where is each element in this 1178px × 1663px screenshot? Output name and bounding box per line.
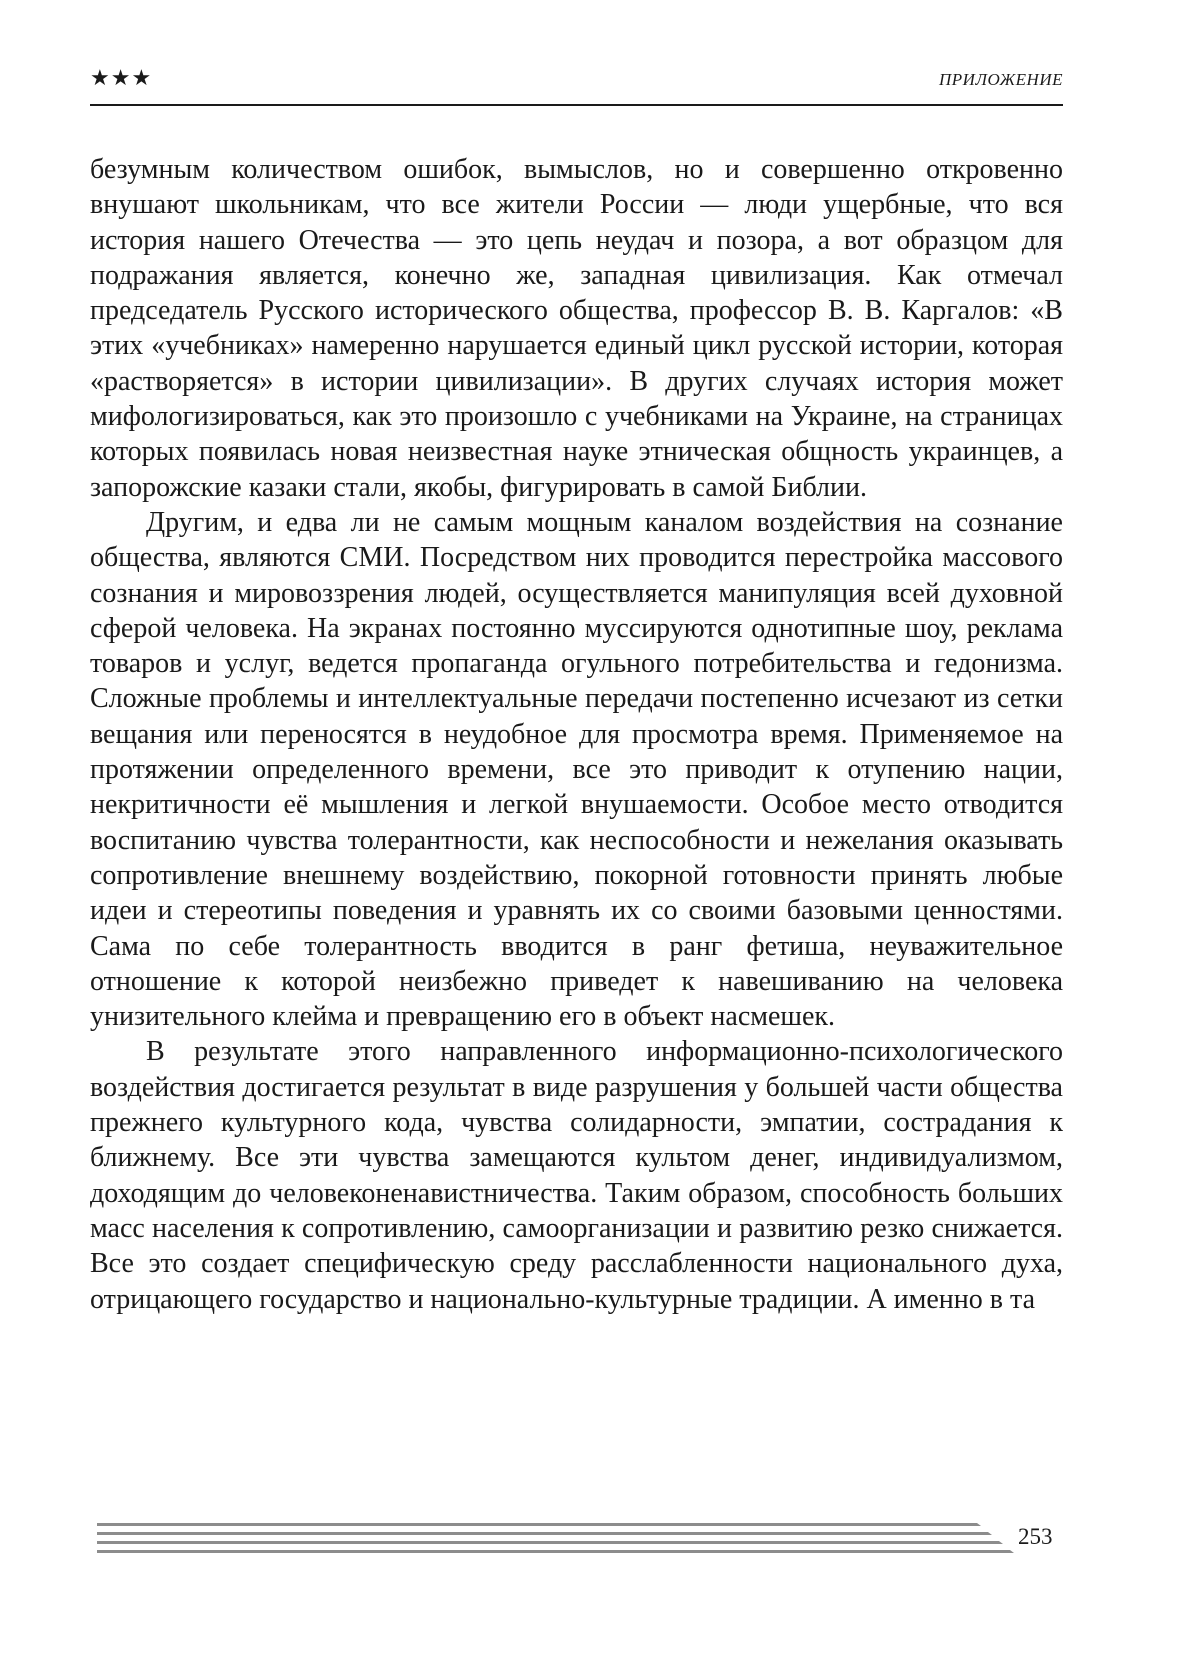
paragraph-2: Другим, и едва ли не самым мощным каналом воздействия на сознание общества, являются СМИ. Посредством них проводится перестройка массового сознания и мировоззрения людей, осуществляется манипуляция всей духовной сферой человека. На экранах постоянно муссируются однотипные шоу, реклама товаров и услуг, ведется пропаганда огульного потребительства и гедонизма. Сложные проблемы и интеллектуальные передачи постепенно исчезают из сетки вещания или переносятся в неудобное для просмотра время. Применяемое на протяжении определенного времени, все это приводит к отупению нации, некритичности её мышления и легкой внушаемости. Особое место отводится воспитанию чувства толерантности, как неспособности и нежелания оказывать сопротивление внешнему воздействию, покорной готовности принять любые идеи и стереотипы поведения и уравнять их со своими базовыми ценностями. Сама по себе толерантность вводится в ранг фетиша, неуважительное отношение к которой неизбежно приведет к навешиванию на человека унизительного клейма и превращению его в объект насмешек. [90, 506, 1063, 1033]
paragraph-1: безумным количеством ошибок, вымыслов, но и совершенно откровенно внушают школьникам, что все жители России — люди ущербные, что вся история нашего Отечества — это цепь неудач и позора, а вот образцом для подражания является, конечно же, западная цивилизация. Как отмечал председатель Русского исторического общества, профессор В. В. Каргалов: «В этих «учебниках» намеренно нарушается единый цикл русской истории, которая «растворяется» в истории цивилизации». В других случаях история может мифологизироваться, как это произошло с учебниками на Украине, на страницах которых появилась новая неизвестная науке этническая общность украинцев, а запорожские казаки стали, якобы, фигурировать в самой Библии. [90, 154, 1063, 503]
paragraph-3: В результате этого направленного информационно-психологического воздействия достигается результат в виде разрушения у большей части общества прежнего культурного кода, чувства солидарности, эмпатии, сострадания к ближнему. Все эти чувства замещаются культом денег, индивидуализмом, доходящим до человеконенавистничества. Таким образом, способность больших масс населения к сопротивлению, самоорганизации и развитию резко снижается. Все это создает специфическую среду расслабленности национального духа, отрицающего государство и национально-культурные традиции. А именно в та [90, 1036, 1063, 1315]
footer-stripe-2 [97, 1532, 992, 1535]
body-text [90, 152, 1063, 1317]
footer-stripes-ornament [97, 1523, 1015, 1555]
footer-stripe-1 [97, 1523, 981, 1526]
stars-ornament: ★★★ [90, 66, 153, 91]
page-number: 253 [1018, 1524, 1053, 1549]
section-title: ПРИЛОЖЕНИЕ [939, 70, 1063, 89]
footer-stripe-4 [97, 1550, 1014, 1553]
running-header [90, 64, 1063, 106]
footer-stripe-3 [97, 1541, 1003, 1544]
